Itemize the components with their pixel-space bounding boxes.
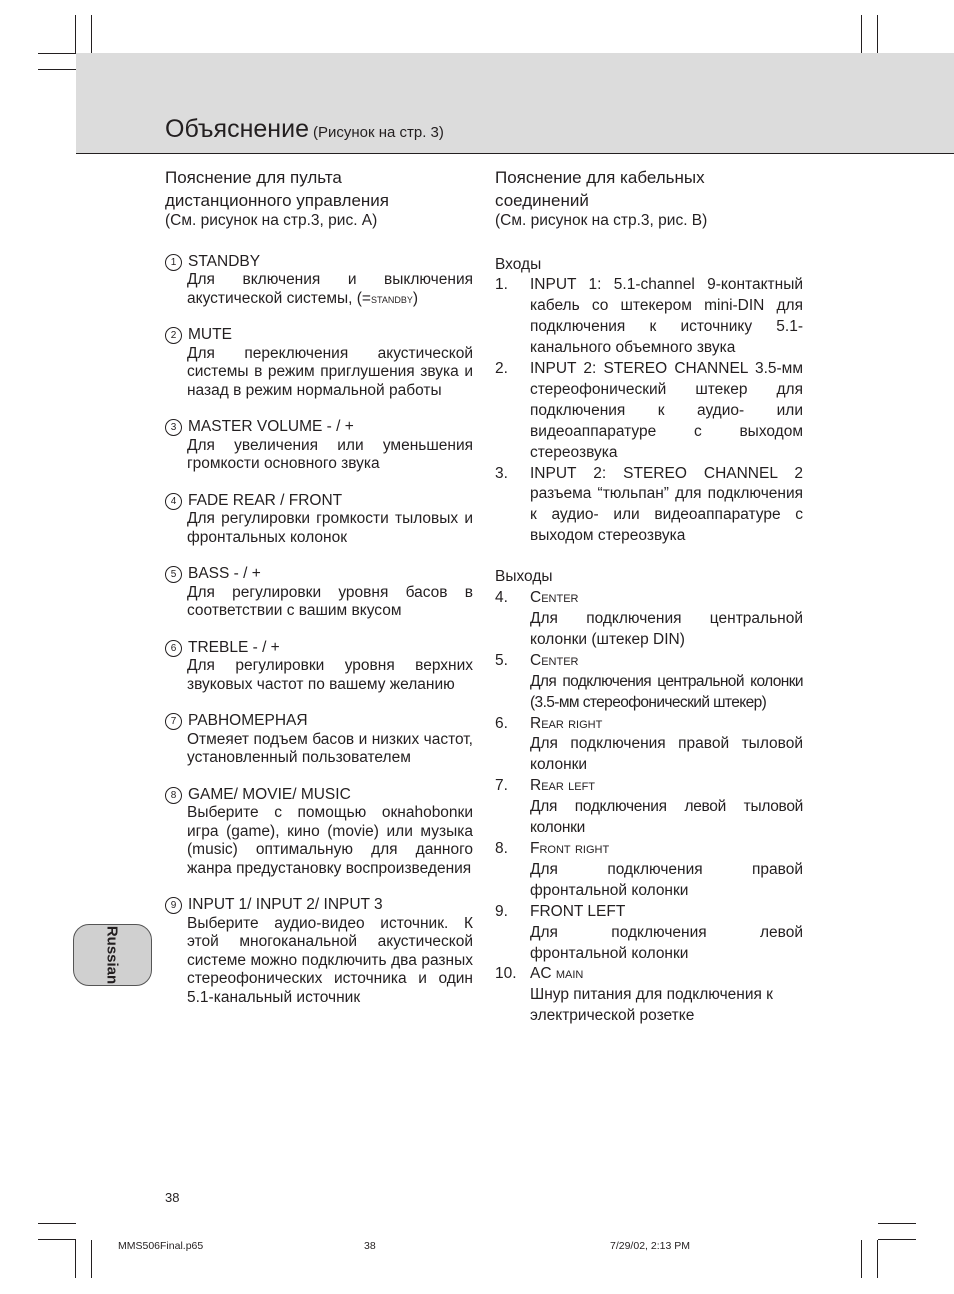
- item-number: 6.: [495, 714, 508, 732]
- crop-mark: [877, 1240, 878, 1278]
- item-number: 7.: [495, 777, 508, 795]
- crop-mark: [878, 1223, 916, 1224]
- item-description: INPUT 2: STEREO CHANNEL 2 разъема “тюльпан” для подключения к аудио- или видеоаппаратуре с выходом стереозвука: [530, 464, 803, 545]
- section-heading: Пояснение для кабельных: [495, 168, 705, 187]
- section-heading: Пояснение для пульта: [165, 168, 342, 187]
- remote-control-section: [165, 166, 473, 1007]
- item-number: 6: [165, 640, 182, 657]
- item-label: РАВНОМЕРНАЯ: [188, 712, 308, 729]
- item-number: 10.: [495, 965, 517, 983]
- list-item: [165, 639, 473, 695]
- crop-mark: [75, 15, 76, 53]
- item-number: 2.: [495, 360, 508, 378]
- item-description: Для включения и выключения акустической системы, (=standby): [187, 271, 473, 307]
- list-item: [495, 776, 803, 839]
- item-number: 3.: [495, 464, 508, 482]
- item-label: main: [555, 965, 584, 983]
- item-description: Для регулировки уровня басов в соответствии с вашим вкусом: [187, 583, 473, 619]
- footer-datetime: 7/29/02, 2:13 PM: [610, 1240, 690, 1252]
- item-label: MASTER VOLUME - / +: [188, 418, 354, 435]
- crop-mark: [38, 53, 76, 54]
- inputs-heading: Входы: [495, 255, 542, 273]
- item-label: MUTE: [188, 326, 232, 343]
- item-number: 8.: [495, 839, 508, 857]
- item-description: Выберите аудио-видео источник. К этой многоканальной акустической системе можно подключить два разных стереофонических источника и один 5.1-канальный источник: [187, 914, 473, 1006]
- item-description: Для подключения левой тыловой колонки: [530, 798, 803, 837]
- item-number: 7: [165, 713, 182, 730]
- page-title: [165, 115, 444, 144]
- item-description: Для регулировки уровня верхних звуковых частот по вашему желанию: [187, 657, 473, 693]
- list-item: [495, 651, 803, 714]
- item-description: INPUT 2: STEREO CHANNEL 3.5-мм стереофонический штекер для подключения к аудио- или видеоаппаратуре с выходом стереозвука: [530, 360, 803, 461]
- list-item: [495, 588, 803, 651]
- list-item: [495, 902, 803, 965]
- item-description: INPUT 1: 5.1-channel 9-контактный кабель со штекером mini-DIN для подключения к источнику 5.1-канального объемного звука: [530, 276, 803, 357]
- section-heading: соединений: [495, 191, 589, 210]
- list-item: [165, 418, 473, 474]
- item-label: Front right: [530, 839, 610, 857]
- item-label: FRONT LEFT: [530, 902, 626, 920]
- item-label: Rear left: [530, 777, 596, 795]
- crop-mark: [91, 15, 92, 53]
- page-number: 38: [165, 1190, 180, 1205]
- list-item: [165, 253, 473, 309]
- list-item: [165, 712, 473, 768]
- item-number: 4: [165, 493, 182, 510]
- section-heading: дистанционного управления: [165, 191, 389, 210]
- item-description: Отмеяет подъем басов и низких частот, установленный пользователем: [187, 730, 473, 766]
- list-item: [165, 326, 473, 400]
- item-description: Для регулировки громкости тыловых и фронтальных колонок: [187, 510, 473, 546]
- crop-mark: [38, 1223, 76, 1224]
- item-number: 1.: [495, 276, 508, 294]
- crop-mark: [91, 1240, 92, 1278]
- item-label: INPUT 1/ INPUT 2/ INPUT 3: [188, 896, 383, 913]
- item-label: Center: [530, 651, 579, 669]
- list-item: [165, 492, 473, 548]
- item-number: 5: [165, 566, 182, 583]
- item-description: Для подключения правой тыловой колонки: [530, 735, 803, 774]
- item-number: 1: [165, 254, 182, 271]
- crop-mark: [878, 1239, 916, 1240]
- language-tab-label: Russian: [103, 925, 121, 985]
- item-label: Rear right: [530, 714, 603, 732]
- crop-mark: [877, 15, 878, 53]
- item-description: Для переключения акустической системы в режим приглушения звука и назад в режим нормальной работы: [187, 344, 473, 399]
- item-number: 3: [165, 419, 182, 436]
- crop-mark: [861, 1240, 862, 1278]
- item-description: Для увеличения или уменьшения громкости основного звука: [187, 436, 473, 472]
- figure-reference: (См. рисунок на стр.3, рис. A): [165, 212, 378, 229]
- crop-mark: [38, 69, 76, 70]
- list-item: [495, 714, 803, 777]
- item-label: FADE REAR / FRONT: [188, 491, 343, 509]
- list-item: [495, 359, 803, 464]
- item-number: 9.: [495, 902, 508, 920]
- list-item: [165, 565, 473, 621]
- title-main: Объяснение: [165, 115, 309, 143]
- footer-page: 38: [364, 1240, 376, 1252]
- item-label: STANDBY: [188, 252, 261, 270]
- list-item: [495, 964, 803, 1027]
- item-label-prefix: AC: [530, 965, 552, 983]
- list-item: [165, 786, 473, 879]
- item-number: 4.: [495, 589, 508, 607]
- item-description: Для подключения левой фронтальной колонки: [530, 923, 803, 962]
- crop-mark: [38, 1239, 76, 1240]
- item-label: TREBLE - / +: [188, 638, 280, 656]
- list-item: [495, 464, 803, 548]
- cable-connections-section: [495, 166, 803, 1027]
- list-item: [165, 896, 473, 1007]
- item-description: Для подключения центральной колонки (штекер DIN): [530, 610, 803, 648]
- item-description: Для подключения правой фронтальной колонки: [530, 860, 803, 899]
- item-label: BASS - / +: [188, 565, 261, 582]
- item-number: 9: [165, 897, 182, 914]
- list-item: [495, 275, 803, 359]
- crop-mark: [75, 1240, 76, 1278]
- item-label: Center: [530, 589, 579, 607]
- title-subtitle: (Рисунок на стр. 3): [312, 124, 444, 141]
- item-description: Шнур питания для подключения к электрической розетке: [530, 986, 773, 1025]
- item-label: GAME/ MOVIE/ MUSIC: [188, 785, 351, 803]
- language-tab: [73, 924, 152, 986]
- item-description: Для подключения центральной колонки (3.5-мм стереофонический штекер): [530, 672, 803, 711]
- item-number: 5.: [495, 651, 508, 669]
- footer-filename: MMS506Final.p65: [118, 1240, 204, 1252]
- list-item: [495, 839, 803, 902]
- item-number: 8: [165, 787, 182, 804]
- item-description: Выберите с помощью окнаhobonки игра (game), кино (movie) или музыка (music) оптимальную для данного жанра предустановку воспроизведения: [187, 804, 473, 877]
- figure-reference: (См. рисунок на стр.3, рис. B): [495, 212, 708, 229]
- crop-mark: [861, 15, 862, 53]
- outputs-heading: Выходы: [495, 568, 553, 586]
- item-number: 2: [165, 327, 182, 344]
